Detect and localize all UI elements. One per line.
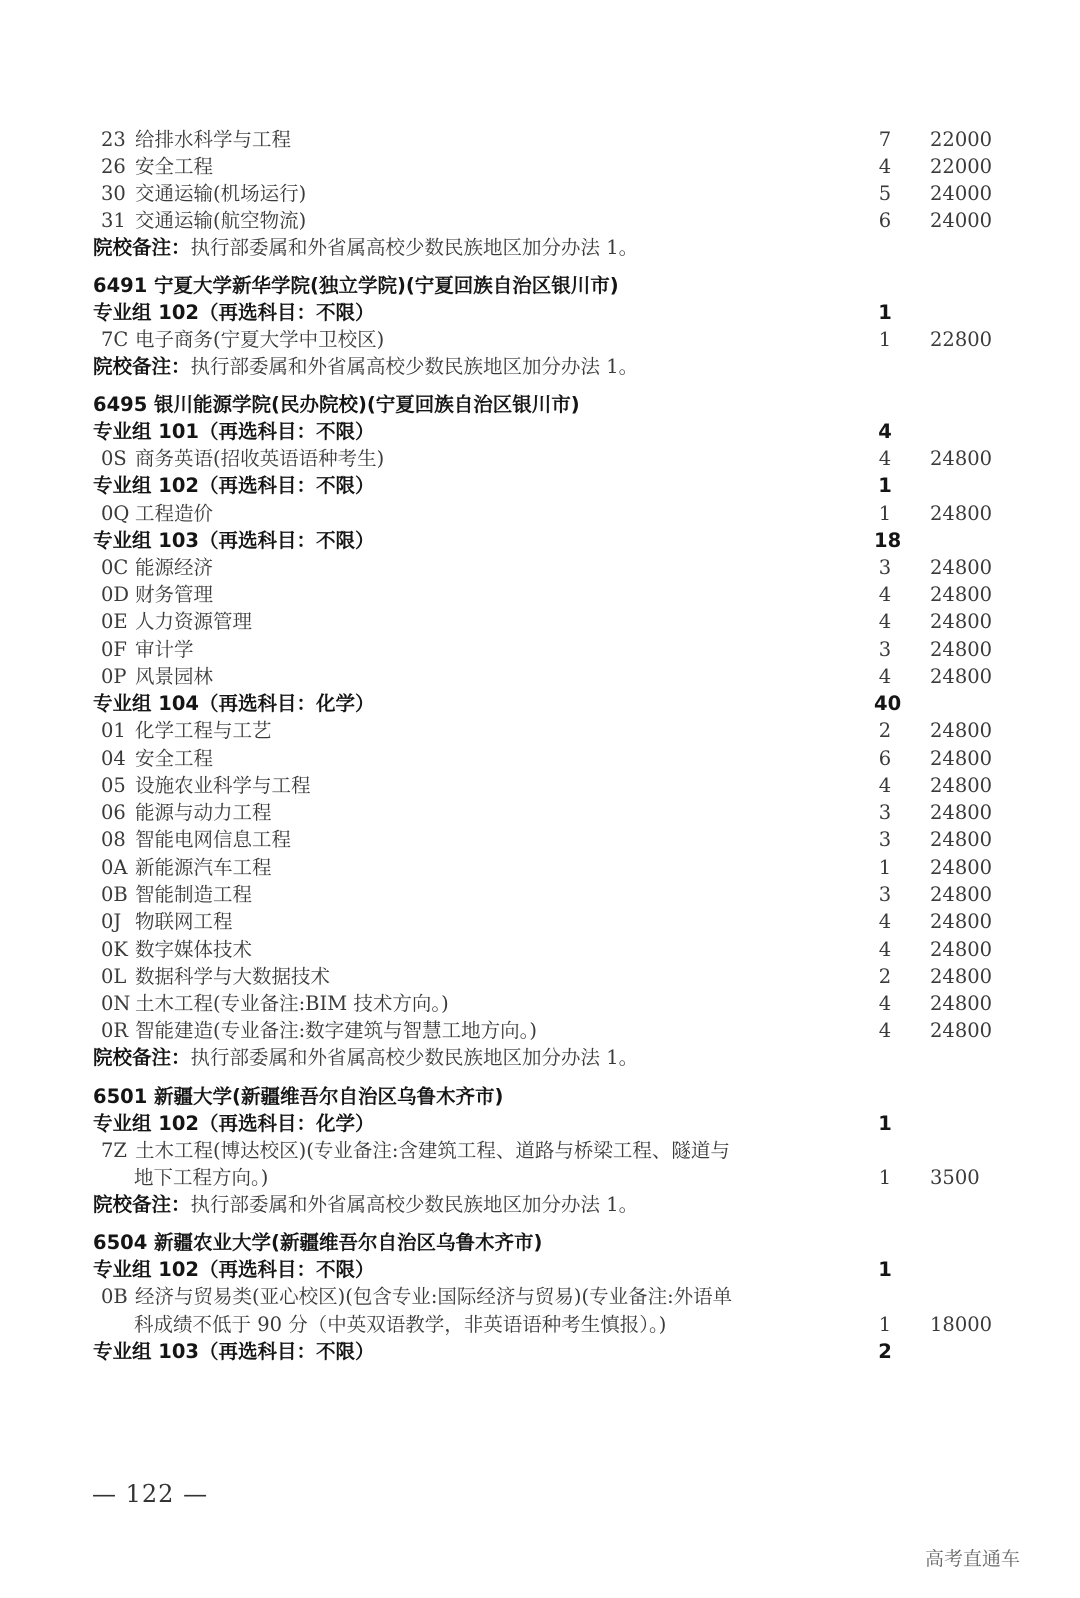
major-text	[101, 153, 213, 180]
tuition-fee: 24800	[930, 938, 993, 961]
major-name: 土木工程(博达校区)(专业备注:含建筑工程、道路与桥梁工程、隧道与	[135, 1139, 730, 1162]
major-row	[0, 881, 1080, 908]
tuition-fee: 24800	[930, 883, 993, 906]
major-code: 7C	[101, 328, 129, 351]
plan-count: 3	[878, 556, 892, 579]
major-text	[101, 881, 252, 908]
major-text	[101, 717, 272, 744]
major-name: 财务管理	[135, 583, 214, 606]
plan-count: 4	[878, 1019, 892, 1042]
major-group-header	[0, 1110, 1080, 1137]
plan-count: 3	[878, 638, 892, 661]
plan-count: 1	[878, 502, 892, 525]
major-code: 0J	[101, 910, 122, 933]
group-plan-count: 1	[878, 1258, 892, 1281]
plan-count: 4	[878, 583, 892, 606]
major-name: 经济与贸易类(亚心校区)(包含专业:国际经济与贸易)(专业备注:外语单	[135, 1285, 733, 1308]
page-number: — 122 —	[92, 1480, 209, 1508]
school-header	[0, 391, 1080, 418]
major-group-header	[0, 418, 1080, 445]
plan-count: 4	[878, 774, 892, 797]
major-row	[0, 854, 1080, 881]
plan-count: 7	[878, 128, 892, 151]
note-label: 院校备注：	[93, 236, 191, 259]
plan-count: 3	[878, 828, 892, 851]
note-text: 执行部委属和外省属高校少数民族地区加分办法 1。	[190, 1193, 639, 1216]
group-title: 专业组 102（再选科目：不限）	[93, 474, 375, 497]
group-title: 专业组 102（再选科目：不限）	[93, 301, 375, 324]
major-text	[101, 581, 213, 608]
group-title: 专业组 101（再选科目：不限）	[93, 420, 375, 443]
group-plan-count: 40	[874, 692, 902, 715]
major-row-continuation	[0, 1311, 1080, 1338]
major-row	[0, 153, 1080, 180]
major-text	[101, 636, 194, 663]
note-text: 执行部委属和外省属高校少数民族地区加分办法 1。	[190, 1046, 639, 1069]
major-code: 31	[101, 209, 126, 232]
tuition-fee: 24800	[930, 502, 993, 525]
major-group-header	[0, 1338, 1080, 1365]
major-code: 0B	[101, 1285, 128, 1308]
major-text	[101, 772, 311, 799]
tuition-fee: 24800	[930, 665, 993, 688]
school-header	[0, 1083, 1080, 1110]
major-code: 0C	[101, 556, 129, 579]
major-text	[101, 663, 213, 690]
major-row	[0, 636, 1080, 663]
plan-count: 4	[878, 665, 892, 688]
major-row	[0, 1017, 1080, 1044]
major-text	[101, 126, 291, 153]
major-text	[101, 936, 252, 963]
major-code: 23	[101, 128, 126, 151]
major-code: 0P	[101, 665, 127, 688]
plan-count: 6	[878, 747, 892, 770]
school-name: 6495 银川能源学院(民办院校)(宁夏回族自治区银川市)	[93, 393, 580, 416]
major-row	[0, 180, 1080, 207]
group-title: 专业组 102（再选科目：不限）	[93, 1258, 375, 1281]
note-label: 院校备注：	[93, 1193, 191, 1216]
plan-count: 4	[878, 992, 892, 1015]
major-text	[101, 500, 213, 527]
group-plan-count: 1	[878, 301, 892, 324]
tuition-fee: 24800	[930, 556, 993, 579]
major-text	[101, 1137, 730, 1164]
major-name: 交通运输(机场运行)	[135, 182, 307, 205]
major-text	[101, 445, 384, 472]
major-code: 7Z	[101, 1139, 127, 1162]
school-note	[0, 234, 1080, 261]
major-text	[101, 180, 306, 207]
major-row	[0, 908, 1080, 935]
major-code: 0D	[101, 583, 130, 606]
group-plan-count: 18	[874, 529, 902, 552]
school-name: 6491 宁夏大学新华学院(独立学院)(宁夏回族自治区银川市)	[93, 274, 619, 297]
major-name-continued: 地下工程方向。)	[134, 1166, 269, 1189]
school-header	[0, 272, 1080, 299]
major-code: 08	[101, 828, 126, 851]
note-text: 执行部委属和外省属高校少数民族地区加分办法 1。	[190, 236, 639, 259]
tuition-fee: 24000	[930, 209, 993, 232]
major-code: 05	[101, 774, 126, 797]
plan-count: 4	[878, 938, 892, 961]
major-name: 物联网工程	[135, 910, 233, 933]
major-row	[0, 500, 1080, 527]
major-name: 设施农业科学与工程	[135, 774, 311, 797]
major-name: 新能源汽车工程	[135, 856, 272, 879]
note-label: 院校备注：	[93, 355, 191, 378]
major-code: 0R	[101, 1019, 129, 1042]
major-row	[0, 990, 1080, 1017]
major-name: 智能建造(专业备注:数字建筑与智慧工地方向。)	[135, 1019, 538, 1042]
major-group-header	[0, 472, 1080, 499]
major-code: 04	[101, 747, 126, 770]
tuition-fee: 24800	[930, 610, 993, 633]
watermark: 高考直通车	[925, 1548, 1021, 1570]
major-row	[0, 1283, 1080, 1310]
tuition-fee: 24800	[930, 856, 993, 879]
major-code: 0N	[101, 992, 131, 1015]
major-name: 工程造价	[135, 502, 214, 525]
group-plan-count: 1	[878, 474, 892, 497]
tuition-fee: 22000	[930, 128, 993, 151]
plan-count: 1	[878, 328, 892, 351]
tuition-fee: 24800	[930, 1019, 993, 1042]
plan-count: 2	[878, 719, 892, 742]
major-name: 商务英语(招收英语语种考生)	[135, 447, 385, 470]
major-code: 0Q	[101, 502, 130, 525]
school-header	[0, 1229, 1080, 1256]
major-row	[0, 936, 1080, 963]
major-group-header	[0, 1256, 1080, 1283]
major-row	[0, 1137, 1080, 1164]
major-text	[101, 963, 330, 990]
plan-count: 6	[878, 209, 892, 232]
major-text	[101, 326, 384, 353]
major-code: 0L	[101, 965, 127, 988]
major-group-header	[0, 527, 1080, 554]
major-code: 0F	[101, 638, 127, 661]
plan-count: 1	[878, 1313, 892, 1336]
tuition-fee: 24800	[930, 719, 993, 742]
note-label: 院校备注：	[93, 1046, 191, 1069]
major-text	[101, 826, 291, 853]
major-text	[101, 554, 213, 581]
tuition-fee: 24800	[930, 774, 993, 797]
plan-count: 4	[878, 610, 892, 633]
major-row	[0, 663, 1080, 690]
plan-count: 1	[878, 856, 892, 879]
major-name-continued: 科成绩不低于 90 分（中英双语教学，非英语语种考生慎报）。)	[134, 1313, 667, 1336]
tuition-fee: 24800	[930, 583, 993, 606]
major-name: 交通运输(航空物流)	[135, 209, 307, 232]
major-code: 0K	[101, 938, 128, 961]
school-name: 6504 新疆农业大学(新疆维吾尔自治区乌鲁木齐市)	[93, 1231, 543, 1254]
plan-count: 5	[878, 182, 892, 205]
tuition-fee: 22800	[930, 328, 993, 351]
major-name: 化学工程与工艺	[135, 719, 272, 742]
group-title: 专业组 103（再选科目：不限）	[93, 1340, 375, 1363]
tuition-fee: 24800	[930, 828, 993, 851]
group-title: 专业组 103（再选科目：不限）	[93, 529, 375, 552]
major-code: 26	[101, 155, 126, 178]
major-code: 0S	[101, 447, 127, 470]
tuition-fee: 3500	[930, 1166, 980, 1189]
tuition-fee: 24800	[930, 910, 993, 933]
major-name: 土木工程(专业备注:BIM 技术方向。)	[135, 992, 449, 1015]
major-row	[0, 745, 1080, 772]
major-name: 能源与动力工程	[135, 801, 272, 824]
major-row	[0, 581, 1080, 608]
plan-count: 3	[878, 883, 892, 906]
group-plan-count: 1	[878, 1112, 892, 1135]
group-title: 专业组 104（再选科目：化学）	[93, 692, 375, 715]
major-row	[0, 717, 1080, 744]
major-row-continuation	[0, 1164, 1080, 1191]
tuition-fee: 24800	[930, 747, 993, 770]
major-code: 01	[101, 719, 126, 742]
school-note	[0, 353, 1080, 380]
major-row	[0, 554, 1080, 581]
school-name: 6501 新疆大学(新疆维吾尔自治区乌鲁木齐市)	[93, 1085, 504, 1108]
tuition-fee: 22000	[930, 155, 993, 178]
tuition-fee: 24800	[930, 638, 993, 661]
plan-count: 3	[878, 801, 892, 824]
major-code: 30	[101, 182, 126, 205]
major-text	[101, 799, 272, 826]
major-code: 0E	[101, 610, 128, 633]
major-row	[0, 963, 1080, 990]
group-plan-count: 2	[878, 1340, 892, 1363]
note-text: 执行部委属和外省属高校少数民族地区加分办法 1。	[190, 355, 639, 378]
major-group-header	[0, 690, 1080, 717]
major-text	[101, 1017, 537, 1044]
major-code: 06	[101, 801, 126, 824]
tuition-fee: 18000	[930, 1313, 993, 1336]
major-name: 给排水科学与工程	[135, 128, 292, 151]
major-group-header	[0, 299, 1080, 326]
major-text	[101, 608, 252, 635]
major-name: 安全工程	[135, 747, 214, 770]
major-name: 风景园林	[135, 665, 214, 688]
major-name: 能源经济	[135, 556, 214, 579]
major-name: 数据科学与大数据技术	[135, 965, 331, 988]
major-name: 数字媒体技术	[135, 938, 253, 961]
school-note	[0, 1044, 1080, 1071]
major-text	[101, 1283, 732, 1310]
major-text	[101, 745, 213, 772]
major-row	[0, 207, 1080, 234]
major-row	[0, 772, 1080, 799]
major-text	[101, 207, 306, 234]
major-text	[101, 854, 272, 881]
major-code: 0A	[101, 856, 128, 879]
major-row	[0, 445, 1080, 472]
major-name: 审计学	[135, 638, 194, 661]
tuition-fee: 24800	[930, 992, 993, 1015]
tuition-fee: 24000	[930, 182, 993, 205]
plan-count: 4	[878, 155, 892, 178]
major-name: 电子商务(宁夏大学中卫校区)	[135, 328, 385, 351]
group-title: 专业组 102（再选科目：化学）	[93, 1112, 375, 1135]
tuition-fee: 24800	[930, 447, 993, 470]
school-note	[0, 1191, 1080, 1218]
major-row	[0, 826, 1080, 853]
tuition-fee: 24800	[930, 965, 993, 988]
major-text	[101, 908, 233, 935]
major-name: 智能电网信息工程	[135, 828, 292, 851]
plan-count: 1	[878, 1166, 892, 1189]
major-code: 0B	[101, 883, 128, 906]
major-name: 安全工程	[135, 155, 214, 178]
plan-count: 4	[878, 910, 892, 933]
major-text	[101, 990, 449, 1017]
plan-count: 4	[878, 447, 892, 470]
group-plan-count: 4	[878, 420, 892, 443]
major-row	[0, 799, 1080, 826]
plan-count: 2	[878, 965, 892, 988]
tuition-fee: 24800	[930, 801, 993, 824]
major-row	[0, 126, 1080, 153]
major-row	[0, 326, 1080, 353]
major-name: 人力资源管理	[135, 610, 253, 633]
major-name: 智能制造工程	[135, 883, 253, 906]
major-row	[0, 608, 1080, 635]
